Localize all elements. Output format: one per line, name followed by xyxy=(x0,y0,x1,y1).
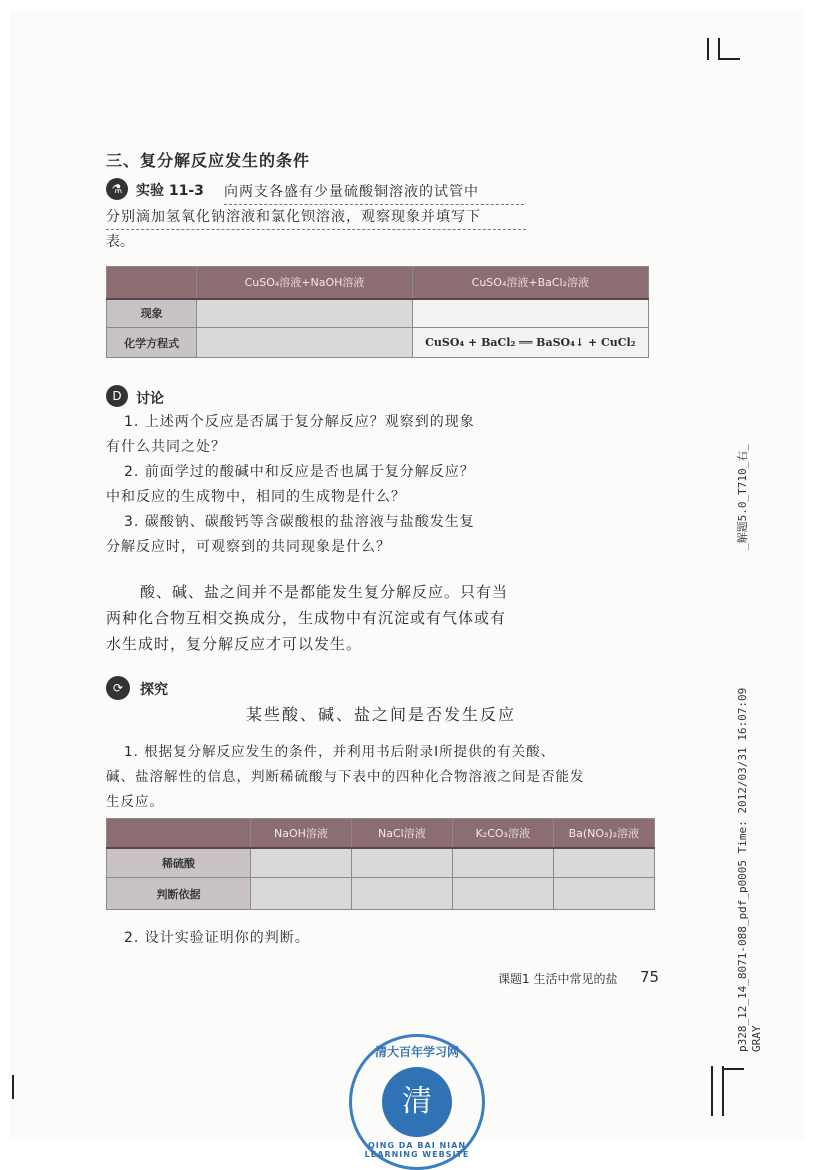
discussion-q3-line2: 分解反应时，可观察到的共同现象是什么？ xyxy=(106,539,391,555)
experiment-label: 实验 11-3 xyxy=(136,183,204,199)
explore-step1-line2: 碱、盐溶解性的信息，判断稀硫酸与下表中的四种化合物溶液之间是否能发 xyxy=(106,769,585,785)
crop-mark xyxy=(707,38,709,60)
table-header: CuSO₄溶液+BaCl₂溶液 xyxy=(412,267,648,299)
table-cell xyxy=(250,848,351,878)
row-label: 稀硫酸 xyxy=(107,848,251,878)
watermark-center: 清 xyxy=(382,1067,452,1137)
table-cell xyxy=(351,848,452,878)
crop-mark xyxy=(722,1066,724,1116)
table-header: Ba(NO₃)₂溶液 xyxy=(553,819,654,848)
explore-step1-line1: 1. 根据复分解反应发生的条件，并利用书后附录Ⅰ所提供的有关酸、 xyxy=(124,744,556,760)
footer-text: 课题1 生活中常见的盐 xyxy=(498,972,618,986)
table-cell xyxy=(553,878,654,910)
conclusion-line3: 水生成时，复分解反应才可以发生。 xyxy=(106,635,363,653)
crop-mark xyxy=(722,1068,744,1070)
experiment-text-line1: 向两支各盛有少量硫酸铜溶液的试管中 xyxy=(224,180,524,205)
experiment-text-line2: 分别滴加氢氧化钠溶液和氯化钡溶液，观察现象并填写下 xyxy=(106,205,526,230)
watermark-bottom-text: QING DA BAI NIAN LEARNING WEBSITE xyxy=(364,1141,470,1159)
chemical-equation: CuSO₄ + BaCl₂ ══ BaSO₄↓ + CuCl₂ xyxy=(412,328,648,358)
discussion-q1-line1: 1. 上述两个反应是否属于复分解反应？观察到的现象 xyxy=(124,414,475,430)
row-label: 化学方程式 xyxy=(107,328,197,358)
table-header xyxy=(107,267,197,299)
row-label: 判断依据 xyxy=(107,878,251,910)
crop-mark xyxy=(711,1066,713,1116)
row-label: 现象 xyxy=(107,299,197,328)
explore-step2: 2. 设计实验证明你的判断。 xyxy=(124,930,310,946)
table-header xyxy=(107,819,251,848)
table-cell xyxy=(452,848,553,878)
table-header: CuSO₄溶液+NaOH溶液 xyxy=(197,267,412,299)
discussion-q3-line1: 3. 碳酸钠、碳酸钙等含碳酸根的盐溶液与盐酸发生复 xyxy=(124,514,475,530)
explore-subtitle: 某些酸、碱、盐之间是否发生反应 xyxy=(245,705,516,724)
discussion-q2-line2: 中和反应的生成物中，相同的生成物是什么？ xyxy=(106,489,406,505)
table-cell xyxy=(250,878,351,910)
table-cell xyxy=(197,299,412,328)
table-header: NaCl溶液 xyxy=(351,819,452,848)
side-note-bottom: p328_12_14_8071-088_pdf_p0005 Time: 2012/03/31 16:07:09 xyxy=(736,687,749,1052)
explore-step1-line3: 生反应。 xyxy=(106,794,164,810)
table-cell xyxy=(452,878,553,910)
discussion-title: 讨论 xyxy=(136,391,164,407)
discussion-q1-line2: 有什么共同之处？ xyxy=(106,439,226,455)
side-note-gray: GRAY xyxy=(750,1025,763,1052)
watermark-logo xyxy=(349,1034,485,1170)
experiment-text-line3: 表。 xyxy=(106,234,134,250)
table-cell xyxy=(412,299,648,328)
discussion-icon: D xyxy=(106,385,128,407)
crop-mark xyxy=(718,38,720,60)
explore-icon: ⟳ xyxy=(106,676,130,700)
table-cell xyxy=(351,878,452,910)
crop-mark xyxy=(12,1075,14,1099)
explore-title: 探究 xyxy=(140,682,168,698)
discussion-q2-line1: 2. 前面学过的酸碱中和反应是否也属于复分解反应？ xyxy=(124,464,475,480)
table-cell xyxy=(197,328,412,358)
table-cell xyxy=(553,848,654,878)
table-header: NaOH溶液 xyxy=(250,819,351,848)
table-header: K₂CO₃溶液 xyxy=(452,819,553,848)
conclusion-line2: 两种化合物互相交换成分，生成物中有沉淀或有气体或有 xyxy=(106,609,507,627)
watermark-top-text: 清大百年学习网 xyxy=(374,1045,459,1059)
page-number: 75 xyxy=(640,968,660,986)
section-title: 三、复分解反应发生的条件 xyxy=(106,151,311,170)
conclusion-line1: 酸、碱、盐之间并不是都能发生复分解反应。只有当 xyxy=(140,583,509,601)
observation-table xyxy=(106,266,649,358)
flask-icon: ⚗ xyxy=(106,178,128,200)
crop-mark xyxy=(718,58,740,60)
judgement-table xyxy=(106,818,655,910)
side-note-top: _解题5.0_T710_右_ xyxy=(736,444,749,550)
